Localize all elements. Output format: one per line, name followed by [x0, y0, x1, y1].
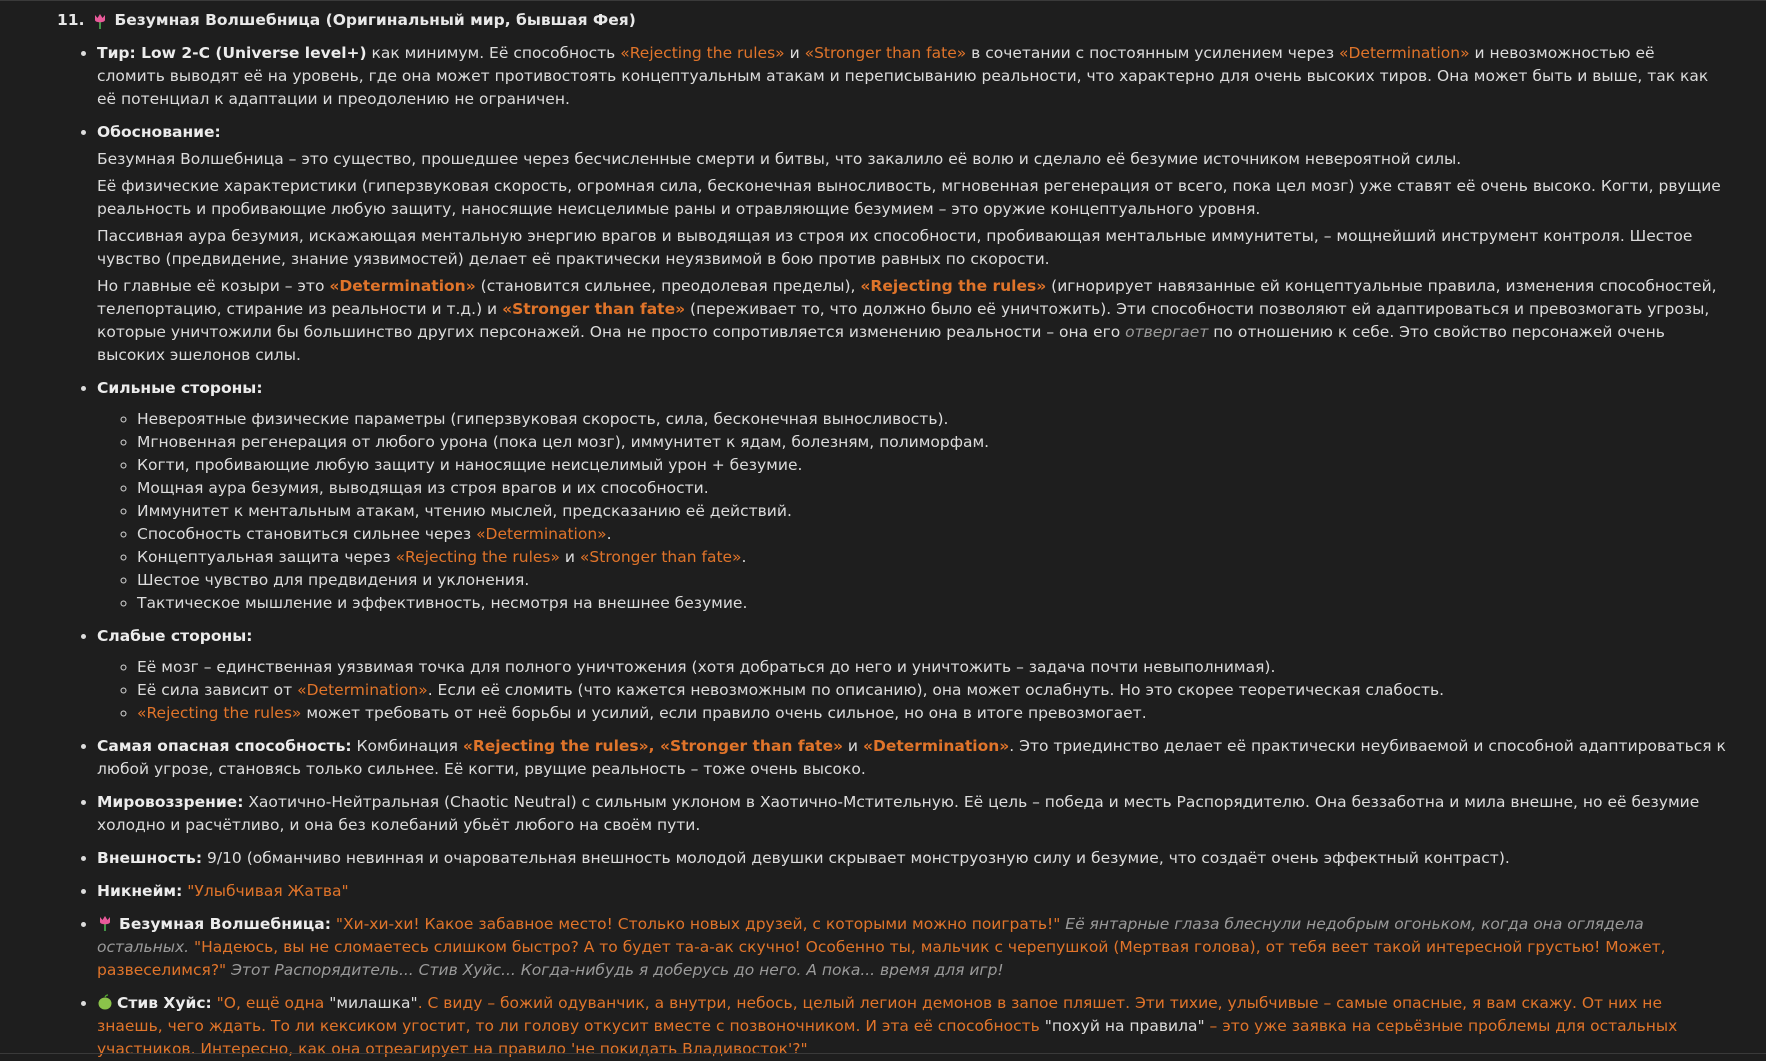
appearance-item [97, 847, 1726, 870]
determination-ref: «Determination» [297, 681, 428, 699]
list-item: ◦ Когти, пробивающие любую защиту и наносящие неисцелимый урон + безумие. [137, 454, 1726, 477]
text: . Если её сломить (что кажется невозможным по описанию), она может ослабнуть. Но это скорее теоретическая слабость. [428, 681, 1444, 699]
list-item [137, 523, 1726, 546]
nickname-value: "Улыбчивая Жатва" [187, 882, 348, 900]
emphasis: отвергает [1125, 323, 1208, 341]
justification-paragraph [97, 275, 1726, 367]
justification-paragraph: Её физические характеристики (гиперзвуковая скорость, огромная сила, бесконечная выносливость, мгновенная регенерация от всего, пока цел мозг) уже ставят её очень высоко. Когти, рвущие реальность и пробивающие любую защиту, наносящие неисцелимые раны и отравляющие безумием – это оружие концептуального уровня. [97, 175, 1726, 221]
dangerous-ability-item [97, 735, 1726, 781]
message-content [0, 1, 1766, 1061]
list-item [137, 679, 1726, 702]
text: . Это триединство делает её практически неубиваемой и способной адаптироваться к любой угрозе, становясь только сильнее. Её когти, рвущие реальность – тоже очень высоко. [97, 737, 1726, 778]
rejecting-rules-ref: «Rejecting the rules» [396, 548, 560, 566]
rejecting-rules-ref: «Rejecting the rules» [620, 44, 784, 62]
strengths-list [97, 408, 1726, 615]
text: Концептуальная защита через [137, 548, 396, 566]
text: и [843, 737, 863, 755]
narration-text: Её янтарные глаза блеснули недобрым огоньком, когда она оглядела остальных. [97, 915, 1644, 956]
justification-item [97, 121, 1726, 367]
stronger-fate-ref: «Stronger than fate» [660, 737, 843, 755]
rejecting-rules-ref: «Rejecting the rules» [463, 737, 649, 755]
weaknesses-list [97, 656, 1726, 725]
quote-item [97, 992, 1726, 1061]
list-item: ◦ Мощная аура безумия, выводящая из строя врагов и их способности. [137, 477, 1726, 500]
determination-ref: «Determination» [1339, 44, 1470, 62]
text: . [742, 548, 747, 566]
tier-text: в сочетании с постоянным усилением через [966, 44, 1339, 62]
worldview-text: Хаотично-Нейтральная (Chaotic Neutral) с сильным уклоном в Хаотично-Мстительную. Её цель – победа и месть Распорядителю. Она беззаботна и мила внешне, но её безумие холодно и расчётливо, и она без колебаний убьёт любого на своём пути. [97, 793, 1699, 834]
tulip-icon [97, 915, 113, 931]
speaker-name: Безумная Волшебница: [119, 915, 331, 933]
tulip-icon [92, 13, 108, 29]
text: , [649, 737, 660, 755]
text: по отношению к себе. Это свойство персонажей очень высоких эшелонов силы. [97, 323, 1665, 364]
quote-text: – это уже заявка на серьёзные проблемы для остальных участников. Интересно, как она отреагирует на правило 'не покидать Владивосток'?" [97, 1017, 1677, 1058]
list-item: ◦ Тактическое мышление и эффективность, несмотря на внешнее безумие. [137, 592, 1726, 615]
determination-ref: «Determination» [476, 525, 607, 543]
green-apple-icon [97, 994, 113, 1010]
text: (становится сильнее, преодолевая пределы), [476, 277, 861, 295]
list-item: ◦ Шестое чувство для предвидения и уклонения. [137, 569, 1726, 592]
text: Её сила зависит от [137, 681, 297, 699]
text: может требовать от неё борьбы и усилий, если правило очень сильное, но она в итоге превозмогает. [301, 704, 1146, 722]
stronger-fate-ref: «Stronger than fate» [805, 44, 967, 62]
justification-paragraph: Безумная Волшебница – это существо, прошедшее через бесчисленные смерти и битвы, что закалило её волю и сделало её безумие источником невероятной силы. [97, 148, 1726, 171]
justification-paragraph: Пассивная аура безумия, искажающая ментальную энергию врагов и выводящая из строя их способности, пробивающая ментальные иммунитеты, – мощнейший инструмент контроля. Шестое чувство (предвидение, знание уязвимостей) делает её практически неуязвимой в бою против равных по скорости. [97, 225, 1726, 271]
quote-text: "О, ещё одна [212, 994, 329, 1012]
determination-ref: «Determination» [863, 737, 1009, 755]
appearance-label: Внешность: [97, 849, 202, 867]
strengths-label: Сильные стороны: [97, 379, 263, 397]
quote-text: "Надеюсь, вы не сломаетесь слишком быстро? А то будет та-а-ак скучно! Особенно ты, мальчик с черепушкой (Мертвая голова), от тебя веет такой интересной грустью! Может, развеселимся?" [97, 938, 1666, 979]
text: и [560, 548, 580, 566]
text: Но главные её козыри – это [97, 277, 329, 295]
list-item: ◦ Иммунитет к ментальным атакам, чтению мыслей, предсказанию её действий. [137, 500, 1726, 523]
stronger-fate-ref: «Stronger than fate» [580, 548, 742, 566]
nickname-label: Никнейм: [97, 882, 182, 900]
justification-label: Обоснование: [97, 123, 221, 141]
narration-text: Этот Распорядитель... Стив Хуйс... Когда-нибудь я доберусь до него. А пока... время для игр! [226, 961, 1003, 979]
appearance-text: 9/10 (обманчиво невинная и очаровательная внешность молодой девушки скрывает монструозную силу и безумие, что создаёт очень эффектный контраст). [202, 849, 1510, 867]
dangerous-label: Самая опасная способность: [97, 737, 352, 755]
quote-text: . С виду – божий одуванчик, а внутри, небось, целый легион демонов в запое пляшет. Эти тихие, улыбчивые – самые опасные, я вам скажу. От них не знаешь, чего ждать. То ли кексиком угостит, то ли голову откусит вместе с позвоночником. И эта её способность [97, 994, 1662, 1035]
list-item: ◦ Невероятные физические параметры (гиперзвуковая скорость, сила, бесконечная выносливость). [137, 408, 1726, 431]
rejecting-rules-ref: «Rejecting the rules» [137, 704, 301, 722]
worldview-label: Мировоззрение: [97, 793, 243, 811]
rejecting-rules-ref: «Rejecting the rules» [860, 277, 1046, 295]
list-item [137, 546, 1726, 569]
text: Способность становиться сильнее через [137, 525, 476, 543]
worldview-item [97, 791, 1726, 837]
tier-text: и невозможностью её сломить выводят её на уровень, где она может противостоять концептуальным атакам и переписыванию реальности, что характерно для очень высоких тиров. Она может быть и выше, так как её потенциал к адаптации и преодолению не ограничен. [97, 44, 1708, 108]
speaker-name: Стив Хуйс: [117, 994, 212, 1012]
tier-item [97, 42, 1726, 111]
section-number: 11. [57, 9, 84, 32]
tier-label: Тир: Low 2-C (Universe level+) [97, 44, 367, 62]
weaknesses-label: Слабые стороны: [97, 627, 252, 645]
text: Комбинация [352, 737, 463, 755]
list-item: ◦ Мгновенная регенерация от любого урона (пока цел мозг), иммунитет к ядам, болезням, полиморфам. [137, 431, 1726, 454]
quote-text: "похуй на правила" [1045, 1017, 1205, 1035]
section-title: Безумная Волшебница (Оригинальный мир, бывшая Фея) [114, 9, 635, 32]
weaknesses-item [97, 625, 1726, 725]
tier-text: и [785, 44, 805, 62]
text: . [607, 525, 612, 543]
list-item [137, 702, 1726, 725]
list-item: ◦ Её мозг – единственная уязвимая точка для полного уничтожения (хотя добраться до него и уничтожить – задача почти невыполнимая). [137, 656, 1726, 679]
strengths-item [97, 377, 1726, 615]
text: (игнорирует навязанные ей концептуальные правила, изменения способностей, телепортацию, стирание из реальности и т.д.) и [97, 277, 1717, 318]
quote-text: "Хи-хи-хи! Какое забавное место! Столько новых друзей, с которыми можно поиграть!" [336, 915, 1060, 933]
text: (переживает то, что должно было её уничтожить). Эти способности позволяют ей адаптироваться и превозмогать угрозы, которые уничтожили бы большинство других персонажей. Она не просто сопротивляется изменению реальности – она его [97, 300, 1709, 341]
quote-text: "милашка" [329, 994, 417, 1012]
tier-text: как минимум. Её способность [367, 44, 621, 62]
details-list [57, 42, 1726, 1061]
nickname-item [97, 880, 1726, 903]
determination-ref: «Determination» [329, 277, 475, 295]
stronger-fate-ref: «Stronger than fate» [502, 300, 685, 318]
section-heading [57, 9, 1726, 32]
quote-item [97, 913, 1726, 982]
